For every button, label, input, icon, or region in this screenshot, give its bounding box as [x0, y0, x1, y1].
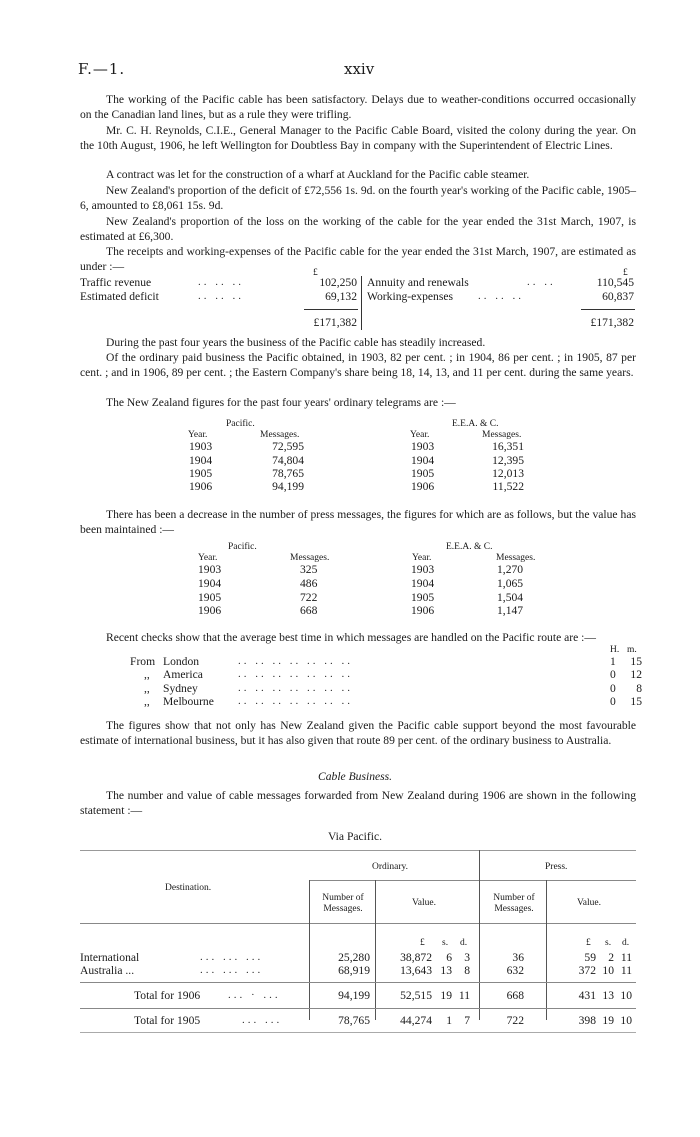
table-cell-year: 1906	[198, 604, 222, 617]
column-group-header: Ordinary.	[372, 862, 409, 872]
estimate-label: Estimated deficit	[80, 290, 159, 303]
unit-shillings: s.	[442, 938, 449, 948]
column-header: H.	[610, 645, 620, 655]
press-pence: 11	[620, 964, 632, 977]
column-divider	[546, 880, 547, 1020]
leader-dots: .. .. ..	[198, 290, 244, 302]
table-group-title: E.E.A. & C.	[446, 542, 493, 552]
estimate-total: £171,382	[590, 316, 634, 329]
report-code: F.—1.	[78, 60, 126, 78]
ordinary-number: 68,919	[338, 964, 370, 977]
route-origin: America	[163, 668, 203, 681]
route-hours: 0	[610, 695, 616, 708]
table-header-rule	[310, 880, 636, 881]
currency-symbol: £	[313, 268, 318, 278]
press-pence: 10	[620, 1014, 632, 1027]
press-shillings: 10	[602, 964, 614, 977]
unit-pounds: £	[420, 938, 425, 948]
estimate-value: 69,132	[325, 290, 357, 303]
route-hours: 0	[610, 668, 616, 681]
table-cell-messages: 78,765	[272, 467, 304, 480]
paragraph: New Zealand's proportion of the loss on the working of the cable for the year ended the 31st March, 1907, is estimated at £6,300.	[80, 215, 636, 243]
route-minutes: 8	[636, 682, 642, 695]
route-minutes: 15	[630, 655, 642, 668]
table-rule	[80, 982, 636, 983]
estimate-label: Working-expenses	[367, 290, 453, 303]
ordinary-shillings: 6	[446, 951, 452, 964]
leader-dots: ... ... ...	[200, 964, 264, 976]
leader-dots: .. .. .. .. .. .. ..	[238, 668, 353, 680]
press-number: 722	[506, 1014, 524, 1027]
currency-symbol: £	[623, 268, 628, 278]
column-header: Messages.	[496, 553, 536, 563]
leader-dots: .. .. .. .. .. .. ..	[238, 695, 353, 707]
table-cell-year: 1906	[189, 480, 213, 493]
press-shillings: 19	[602, 1014, 614, 1027]
route-hours: 0	[610, 682, 616, 695]
ordinary-pounds: 38,872	[400, 951, 432, 964]
press-pounds: 372	[578, 964, 596, 977]
column-header: Value.	[577, 898, 602, 908]
route-prefix: ,,	[144, 682, 150, 695]
ordinary-number: 94,199	[338, 989, 370, 1002]
press-number: 36	[512, 951, 524, 964]
paragraph: A contract was let for the construction of a wharf at Auckland for the Pacific cable steamer.	[106, 168, 530, 181]
table-bottom-rule	[80, 1032, 636, 1033]
ordinary-pounds: 13,643	[400, 964, 432, 977]
table-cell-messages: 12,013	[492, 467, 524, 480]
press-pounds: 59	[584, 951, 596, 964]
table-cell-year: 1904	[411, 454, 435, 467]
ordinary-pence: 3	[464, 951, 470, 964]
table-cell-messages: 1,065	[497, 577, 524, 590]
table-cell-year: 1905	[198, 591, 222, 604]
ordinary-pounds: 52,515	[400, 989, 432, 1002]
paragraph: The New Zealand figures for the past four years' ordinary telegrams are :—	[106, 396, 456, 409]
ordinary-number: 25,280	[338, 951, 370, 964]
column-header: Year.	[410, 430, 430, 440]
table-cell-messages: 72,595	[272, 440, 304, 453]
ordinary-number: 78,765	[338, 1014, 370, 1027]
total-label: Total for 1906	[134, 989, 201, 1002]
press-shillings: 13	[602, 989, 614, 1002]
table-group-title: Pacific.	[226, 419, 255, 429]
destination-label: International	[80, 951, 140, 964]
table-cell-messages: 1,504	[497, 591, 524, 604]
leader-dots: .. .. ..	[478, 290, 524, 302]
press-pence: 11	[620, 951, 632, 964]
total-rule	[304, 309, 358, 310]
route-origin: London	[163, 655, 200, 668]
ordinary-shillings: 1	[446, 1014, 452, 1027]
total-label: Total for 1905	[134, 1014, 201, 1027]
route-origin: Sydney	[163, 682, 198, 695]
column-header: Year.	[412, 553, 432, 563]
column-divider	[309, 880, 310, 1020]
table-group-title: Pacific.	[228, 542, 257, 552]
column-divider	[361, 276, 362, 330]
ordinary-pence: 8	[464, 964, 470, 977]
table-cell-year: 1906	[411, 480, 435, 493]
press-pence: 10	[620, 989, 632, 1002]
column-header: Year.	[188, 430, 208, 440]
table-cell-messages: 722	[300, 591, 318, 604]
table-cell-year: 1905	[411, 591, 435, 604]
destination-label: Australia ...	[80, 964, 135, 977]
table-cell-year: 1906	[411, 604, 435, 617]
unit-pence: d.	[622, 938, 630, 948]
table-cell-messages: 1,147	[497, 604, 524, 617]
column-header: m.	[627, 645, 637, 655]
column-group-header: Press.	[545, 862, 568, 872]
route-hours: 1	[610, 655, 616, 668]
table-cell-year: 1904	[198, 577, 222, 590]
table-group-title: E.E.A. & C.	[452, 419, 499, 429]
table-cell-messages: 11,522	[492, 480, 524, 493]
unit-pounds: £	[586, 938, 591, 948]
ordinary-pence: 7	[464, 1014, 470, 1027]
leader-dots: .. .. .. .. .. .. ..	[238, 655, 353, 667]
table-cell-year: 1905	[411, 467, 435, 480]
leader-dots: ... ...	[242, 1014, 283, 1026]
estimate-total: £171,382	[313, 316, 357, 329]
press-pounds: 431	[578, 989, 596, 1002]
table-cell-year: 1903	[189, 440, 213, 453]
unit-shillings: s.	[605, 938, 612, 948]
unit-pence: d.	[460, 938, 468, 948]
table-cell-messages: 74,804	[272, 454, 304, 467]
press-number: 668	[506, 989, 524, 1002]
ordinary-shillings: 13	[440, 964, 452, 977]
table-rule	[80, 1008, 636, 1009]
press-number: 632	[506, 964, 524, 977]
table-cell-messages: 486	[300, 577, 318, 590]
leader-dots: .. .. .. .. .. .. ..	[238, 682, 353, 694]
page-number: xxiv	[344, 60, 375, 78]
estimate-label: Annuity and renewals	[367, 276, 469, 289]
table-cell-messages: 325	[300, 563, 318, 576]
table-cell-year: 1903	[411, 563, 435, 576]
table-cell-year: 1904	[411, 577, 435, 590]
column-header: Messages.	[290, 553, 330, 563]
paragraph: The working of the Pacific cable has been satisfactory. Delays due to weather-conditions occurred occasionally on the Canadian land lines, but as a rule they were trifling.	[80, 93, 636, 121]
table-title: Via Pacific.	[328, 830, 383, 843]
ordinary-shillings: 19	[440, 989, 452, 1002]
table-cell-year: 1905	[189, 467, 213, 480]
table-top-rule	[80, 850, 636, 851]
paragraph: The figures show that not only has New Zealand given the Pacific cable support beyond the most favourable estimate of international business, but it has also given that route 89 per cent. of the ordinary business to Australia.	[80, 719, 636, 747]
table-cell-messages: 1,270	[497, 563, 524, 576]
leader-dots: .. .. ..	[198, 276, 244, 288]
table-cell-messages: 668	[300, 604, 318, 617]
table-header-rule	[80, 923, 636, 924]
column-header: Messages.	[260, 430, 300, 440]
estimate-value: 102,250	[319, 276, 357, 289]
route-prefix: From	[130, 655, 156, 668]
estimate-value: 110,545	[596, 276, 634, 289]
column-divider	[479, 850, 480, 1020]
paragraph: Of the ordinary paid business the Pacific obtained, in 1903, 82 per cent. ; in 1904, 86 per cent. ; in 1905, 87 per cent. ; and in 1906, 89 per cent. ; the Eastern Company's share being 18, 14, 13, and 11 per cent. during the same years.	[80, 351, 636, 379]
ordinary-pounds: 44,274	[400, 1014, 432, 1027]
column-header: Number of Messages.	[493, 893, 535, 914]
route-minutes: 15	[630, 695, 642, 708]
ordinary-pence: 11	[458, 989, 470, 1002]
column-header: Destination.	[165, 883, 212, 893]
leader-dots: ... ... ...	[200, 951, 264, 963]
table-cell-year: 1903	[411, 440, 435, 453]
route-prefix: ,,	[144, 668, 150, 681]
table-cell-year: 1903	[198, 563, 222, 576]
column-header: Value.	[412, 898, 437, 908]
route-minutes: 12	[630, 668, 642, 681]
estimate-value: 60,837	[602, 290, 634, 303]
paragraph: The number and value of cable messages forwarded from New Zealand during 1906 are shown in the following statement :—	[80, 789, 636, 817]
leader-dots: ... · ...	[228, 989, 281, 1001]
paragraph: During the past four years the business of the Pacific cable has steadily increased.	[106, 336, 486, 349]
estimate-label: Traffic revenue	[80, 276, 152, 289]
paragraph: The receipts and working-expenses of the Pacific cable for the year ended the 31st March, 1907, are estimated as under :—	[80, 245, 636, 273]
paragraph: New Zealand's proportion of the deficit of £72,556 1s. 9d. on the fourth year's working of the Pacific cable, 1905–6, amounted to £8,061 15s. 9d.	[80, 184, 636, 212]
leader-dots: .. ..	[527, 276, 556, 288]
press-pounds: 398	[578, 1014, 596, 1027]
route-prefix: ,,	[144, 695, 150, 708]
table-cell-year: 1904	[189, 454, 213, 467]
paragraph: There has been a decrease in the number of press messages, the figures for which are as follows, but the value has been maintained :—	[80, 508, 636, 536]
press-shillings: 2	[608, 951, 614, 964]
column-header: Messages.	[482, 430, 522, 440]
paragraph: Mr. C. H. Reynolds, C.I.E., General Manager to the Pacific Cable Board, visited the colony during the year. On the 10th August, 1906, he left Wellington for Doubtless Bay in company with the Superintendent of Electric Lines.	[80, 124, 636, 152]
table-cell-messages: 16,351	[492, 440, 524, 453]
column-divider	[375, 880, 376, 1020]
route-origin: Melbourne	[163, 695, 214, 708]
paragraph: Recent checks show that the average best time in which messages are handled on the Pacific route are :—	[106, 631, 596, 644]
section-heading: Cable Business.	[318, 770, 393, 783]
table-cell-messages: 94,199	[272, 480, 304, 493]
column-header: Year.	[198, 553, 218, 563]
table-cell-messages: 12,395	[492, 454, 524, 467]
total-rule	[581, 309, 635, 310]
column-header: Number of Messages.	[322, 893, 364, 914]
